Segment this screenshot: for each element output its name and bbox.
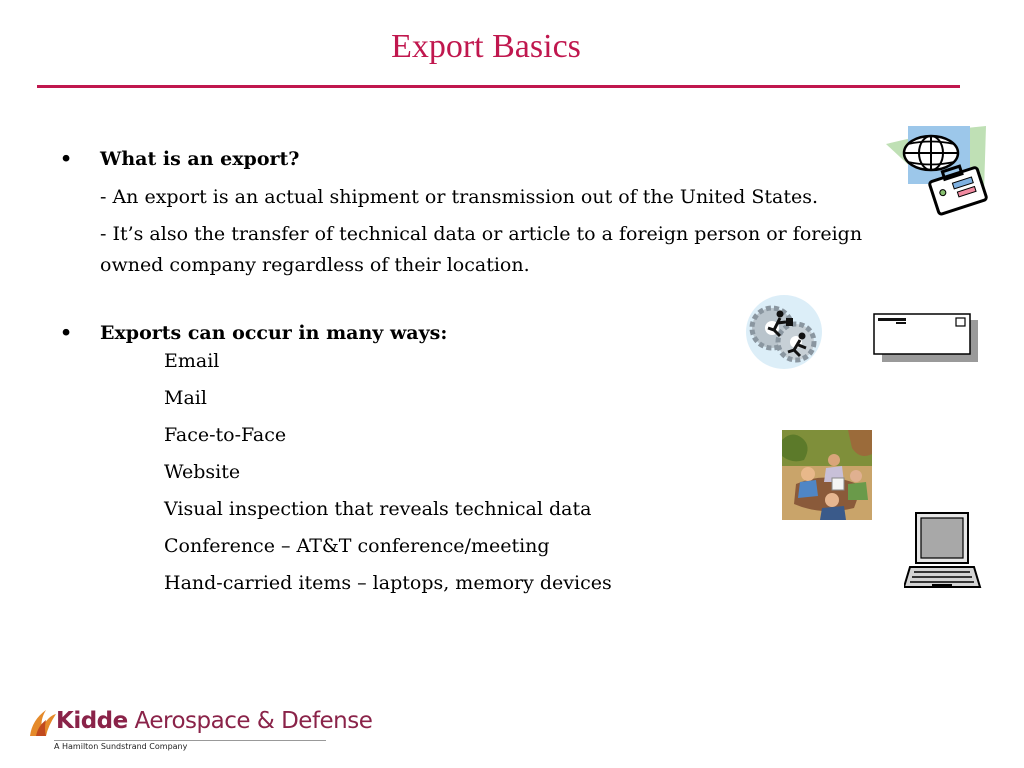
section-heading: What is an export? <box>100 148 300 170</box>
flame-logo-icon <box>26 706 58 738</box>
logo-divider <box>54 740 326 741</box>
title-divider <box>37 85 960 88</box>
laptop-icon <box>904 511 982 593</box>
gears-people-icon <box>744 292 824 374</box>
bullet-dot: • <box>60 322 73 344</box>
envelope-icon <box>872 312 982 364</box>
meeting-icon <box>782 430 872 520</box>
definition-line: - An export is an actual shipment or transmission out of the United States. <box>100 186 818 208</box>
brand-rest: Aerospace & Defense <box>127 708 373 734</box>
bullet-dot: • <box>60 148 73 170</box>
globe-briefcase-icon <box>886 122 990 224</box>
list-item: Visual inspection that reveals technical data <box>164 498 592 520</box>
list-item: Email <box>164 350 220 372</box>
list-item: Website <box>164 461 241 483</box>
bullet-what-is-export <box>60 145 920 173</box>
list-item: Face-to-Face <box>164 424 287 446</box>
definition-line: - It’s also the transfer of technical data or article to a foreign person or foreign owned company regardless of their location. <box>100 223 863 276</box>
section-heading: Exports can occur in many ways: <box>100 322 448 344</box>
brand-bold: Kidde <box>56 708 128 734</box>
list-item: Conference – AT&T conference/meeting <box>164 535 550 557</box>
slide-title: Export Basics <box>391 28 581 65</box>
company-logo <box>26 704 373 756</box>
company-name <box>56 708 372 734</box>
list-item: Mail <box>164 387 207 409</box>
company-tagline: A Hamilton Sundstrand Company <box>54 742 188 751</box>
list-item: Hand-carried items – laptops, memory devices <box>164 572 612 594</box>
